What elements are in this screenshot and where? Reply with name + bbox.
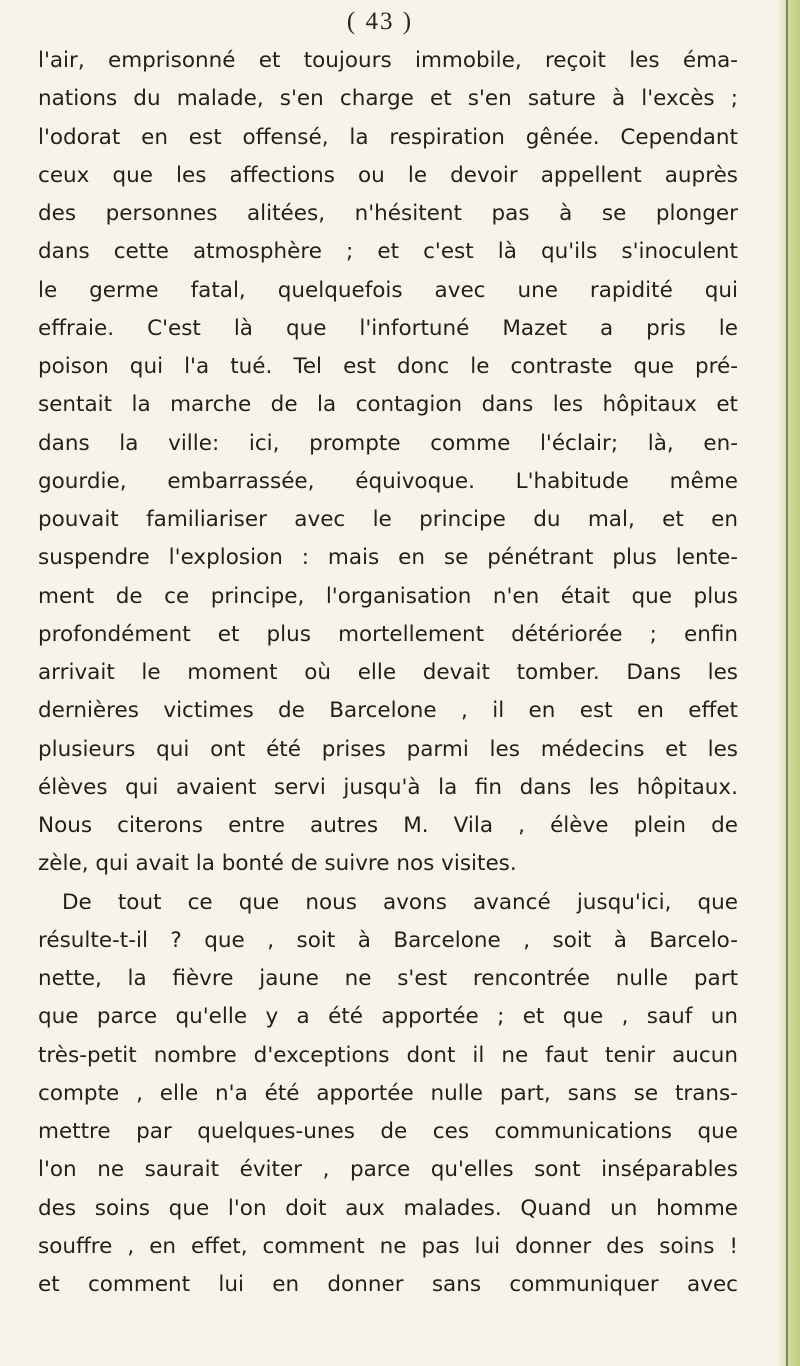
page-number: ( 43 ) xyxy=(346,8,414,35)
page-edge-line xyxy=(786,0,788,1366)
text-line: poison qui l'a tué. Tel est donc le contraste que pré- xyxy=(38,354,738,379)
text-line: sentait la marche de la contagion dans les hôpitaux et xyxy=(38,392,738,418)
text-line: Nous citerons entre autres M. Vila , élève plein de xyxy=(38,813,738,838)
text-line: De tout ce que nous avons avancé jusqu'ici, que xyxy=(62,889,738,915)
text-line: souffre , en effet, comment ne pas lui donner des soins ! xyxy=(38,1233,738,1259)
text-line: arrivait le moment où elle devait tomber. Dans les xyxy=(38,660,738,685)
text-line: et comment lui en donner sans communiquer avec xyxy=(38,1272,738,1297)
text-line: élèves qui avaient servi jusqu'à la fin dans les hôpitaux. xyxy=(38,774,738,800)
text-line: ment de ce principe, l'organisation n'en était que plus xyxy=(38,583,738,609)
body-text xyxy=(38,42,738,1304)
text-line: profondément et plus mortellement détériorée ; enfin xyxy=(38,621,738,647)
text-line: le germe fatal, quelquefois avec une rapidité qui xyxy=(38,277,738,303)
text-line: l'on ne saurait éviter , parce qu'elles sont inséparables xyxy=(38,1157,738,1183)
text-line: zèle, qui avait la bonté de suivre nos visites. xyxy=(38,851,517,877)
text-line: plusieurs qui ont été prises parmi les médecins et les xyxy=(38,736,738,762)
text-line: ceux que les affections ou le devoir appellent auprès xyxy=(38,162,738,188)
text-line: compte , elle n'a été apportée nulle part, sans se trans- xyxy=(38,1080,738,1106)
text-line: mettre par quelques-unes de ces communications que xyxy=(38,1119,738,1144)
text-line: effraie. C'est là que l'infortuné Mazet a pris le xyxy=(38,315,738,341)
text-line: gourdie, embarrassée, équivoque. L'habitude même xyxy=(38,468,738,494)
text-line: l'odorat en est offensé, la respiration gênée. Cependant xyxy=(38,124,738,150)
text-line: pouvait familiariser avec le principe du mal, et en xyxy=(38,507,738,532)
text-line: dernières victimes de Barcelone , il en est en effet xyxy=(38,698,738,724)
text-line: nations du malade, s'en charge et s'en sature à l'excès ; xyxy=(38,86,738,112)
text-line: dans la ville: ici, prompte comme l'éclair; là, en- xyxy=(38,430,738,456)
text-line: résulte-t-il ? que , soit à Barcelone , soit à Barcelo- xyxy=(38,927,738,953)
text-line: des personnes alitées, n'hésitent pas à se plonger xyxy=(38,201,738,226)
text-line: très-petit nombre d'exceptions dont il ne faut tenir aucun xyxy=(38,1042,738,1068)
text-line: nette, la fièvre jaune ne s'est rencontrée nulle part xyxy=(38,966,738,991)
text-line: des soins que l'on doit aux malades. Quand un homme xyxy=(38,1195,738,1221)
text-line: que parce qu'elle y a été apportée ; et que , sauf un xyxy=(38,1004,738,1030)
page-edge xyxy=(776,0,800,1366)
text-line: l'air, emprisonné et toujours immobile, reçoit les éma- xyxy=(38,48,738,73)
text-line: suspendre l'explosion : mais en se pénétrant plus lente- xyxy=(38,545,738,571)
text-line: dans cette atmosphère ; et c'est là qu'ils s'inoculent xyxy=(38,239,738,265)
